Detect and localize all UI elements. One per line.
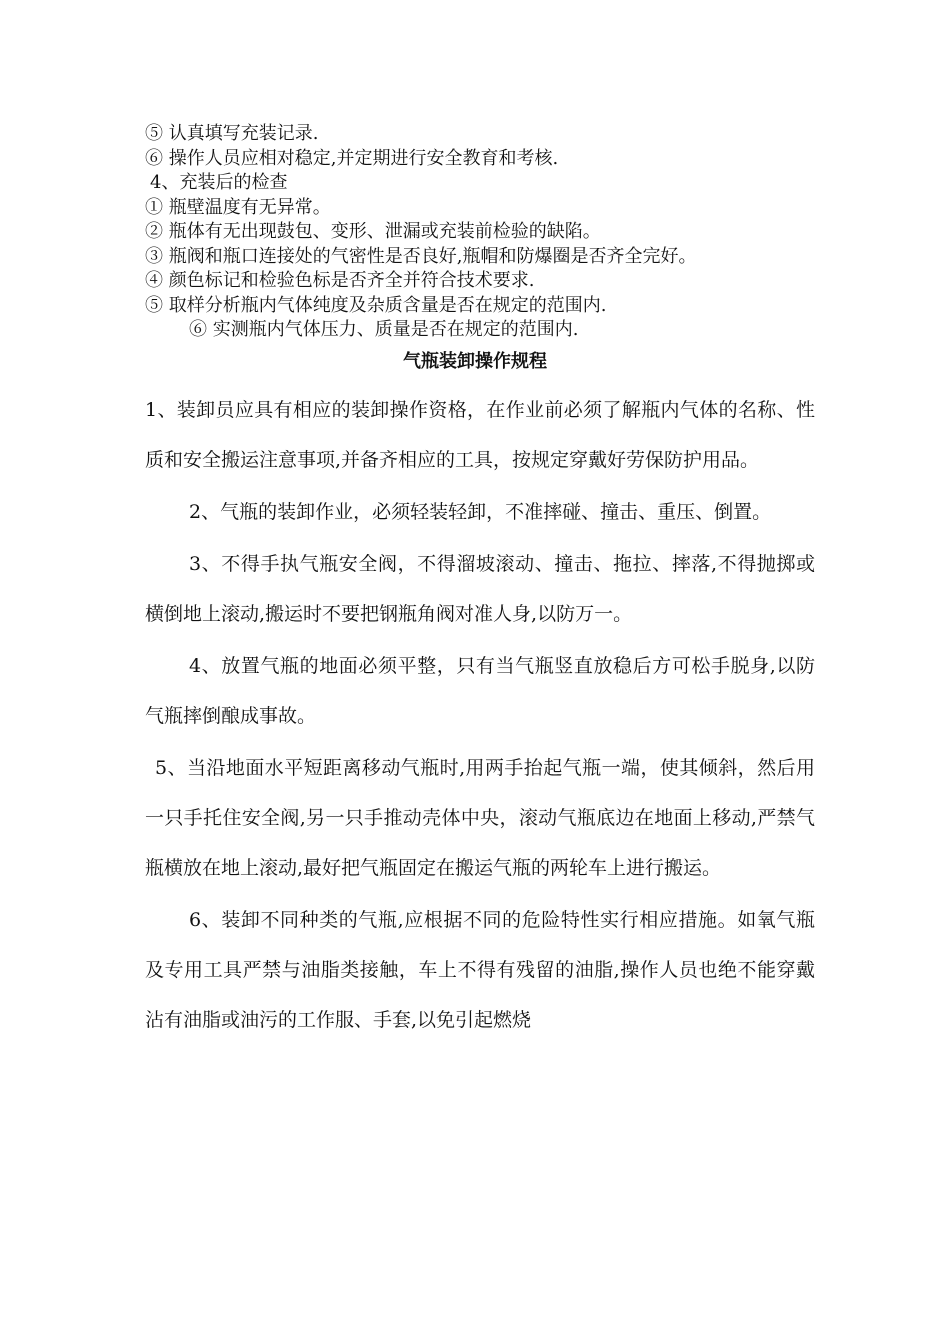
paragraph: 4、放置气瓶的地面必须平整，只有当气瓶竖直放稳后方可松手脱身,以防气瓶摔倒酿成事故。 bbox=[145, 655, 815, 727]
list-item: ⑤ 认真填写充装记录. bbox=[145, 123, 319, 144]
paragraph: 2、气瓶的装卸作业，必须轻装轻卸，不准摔碰、撞击、重压、倒置。 bbox=[189, 501, 772, 523]
list-item: ② 瓶体有无出现鼓包、变形、泄漏或充装前检验的缺陷。 bbox=[145, 221, 601, 242]
paragraph: 6、装卸不同种类的气瓶,应根据不同的危险特性实行相应措施。如氧气瓶及专用工具严禁与油脂类接触，车上不得有残留的油脂,操作人员也绝不能穿戴沾有油脂或油污的工作服、手套,以免引起燃烧 bbox=[145, 909, 815, 1031]
list-item: ⑥ 实测瓶内气体压力、质量是否在规定的范围内. bbox=[189, 319, 579, 340]
list-item: ④ 颜色标记和检验色标是否齐全并符合技术要求. bbox=[145, 270, 535, 291]
list-item: ③ 瓶阀和瓶口连接处的气密性是否良好,瓶帽和防爆圈是否齐全完好。 bbox=[145, 245, 697, 267]
section-title: 气瓶装卸操作规程 bbox=[403, 351, 547, 372]
paragraph: 1、装卸员应具有相应的装卸操作资格，在作业前必须了解瓶内气体的名称、性质和安全搬运注意事项,并备齐相应的工具，按规定穿戴好劳保防护用品。 bbox=[145, 399, 815, 471]
paragraph: 3、不得手执气瓶安全阀，不得溜坡滚动、撞击、拖拉、摔落,不得抛掷或横倒地上滚动,搬运时不要把钢瓶角阀对准人身,以防万一。 bbox=[145, 553, 815, 625]
list-item: ⑤ 取样分析瓶内气体纯度及杂质含量是否在规定的范围内. bbox=[145, 294, 607, 316]
filling-check-list bbox=[145, 122, 845, 343]
list-item: ① 瓶壁温度有无异常。 bbox=[145, 196, 331, 218]
paragraph: 5、当沿地面水平短距离移动气瓶时,用两手抬起气瓶一端，使其倾斜，然后用一只手托住安全阀,另一只手推动壳体中央，滚动气瓶底边在地面上移动,严禁气瓶横放在地上滚动,最好把气瓶固定在搬运气瓶的两轮车上进行搬运。 bbox=[145, 757, 815, 879]
list-item: ⑥ 操作人员应相对稳定,并定期进行安全教育和考核. bbox=[145, 147, 559, 169]
procedure-body bbox=[145, 385, 815, 1047]
subsection-heading: 4、充装后的检查 bbox=[150, 172, 288, 193]
